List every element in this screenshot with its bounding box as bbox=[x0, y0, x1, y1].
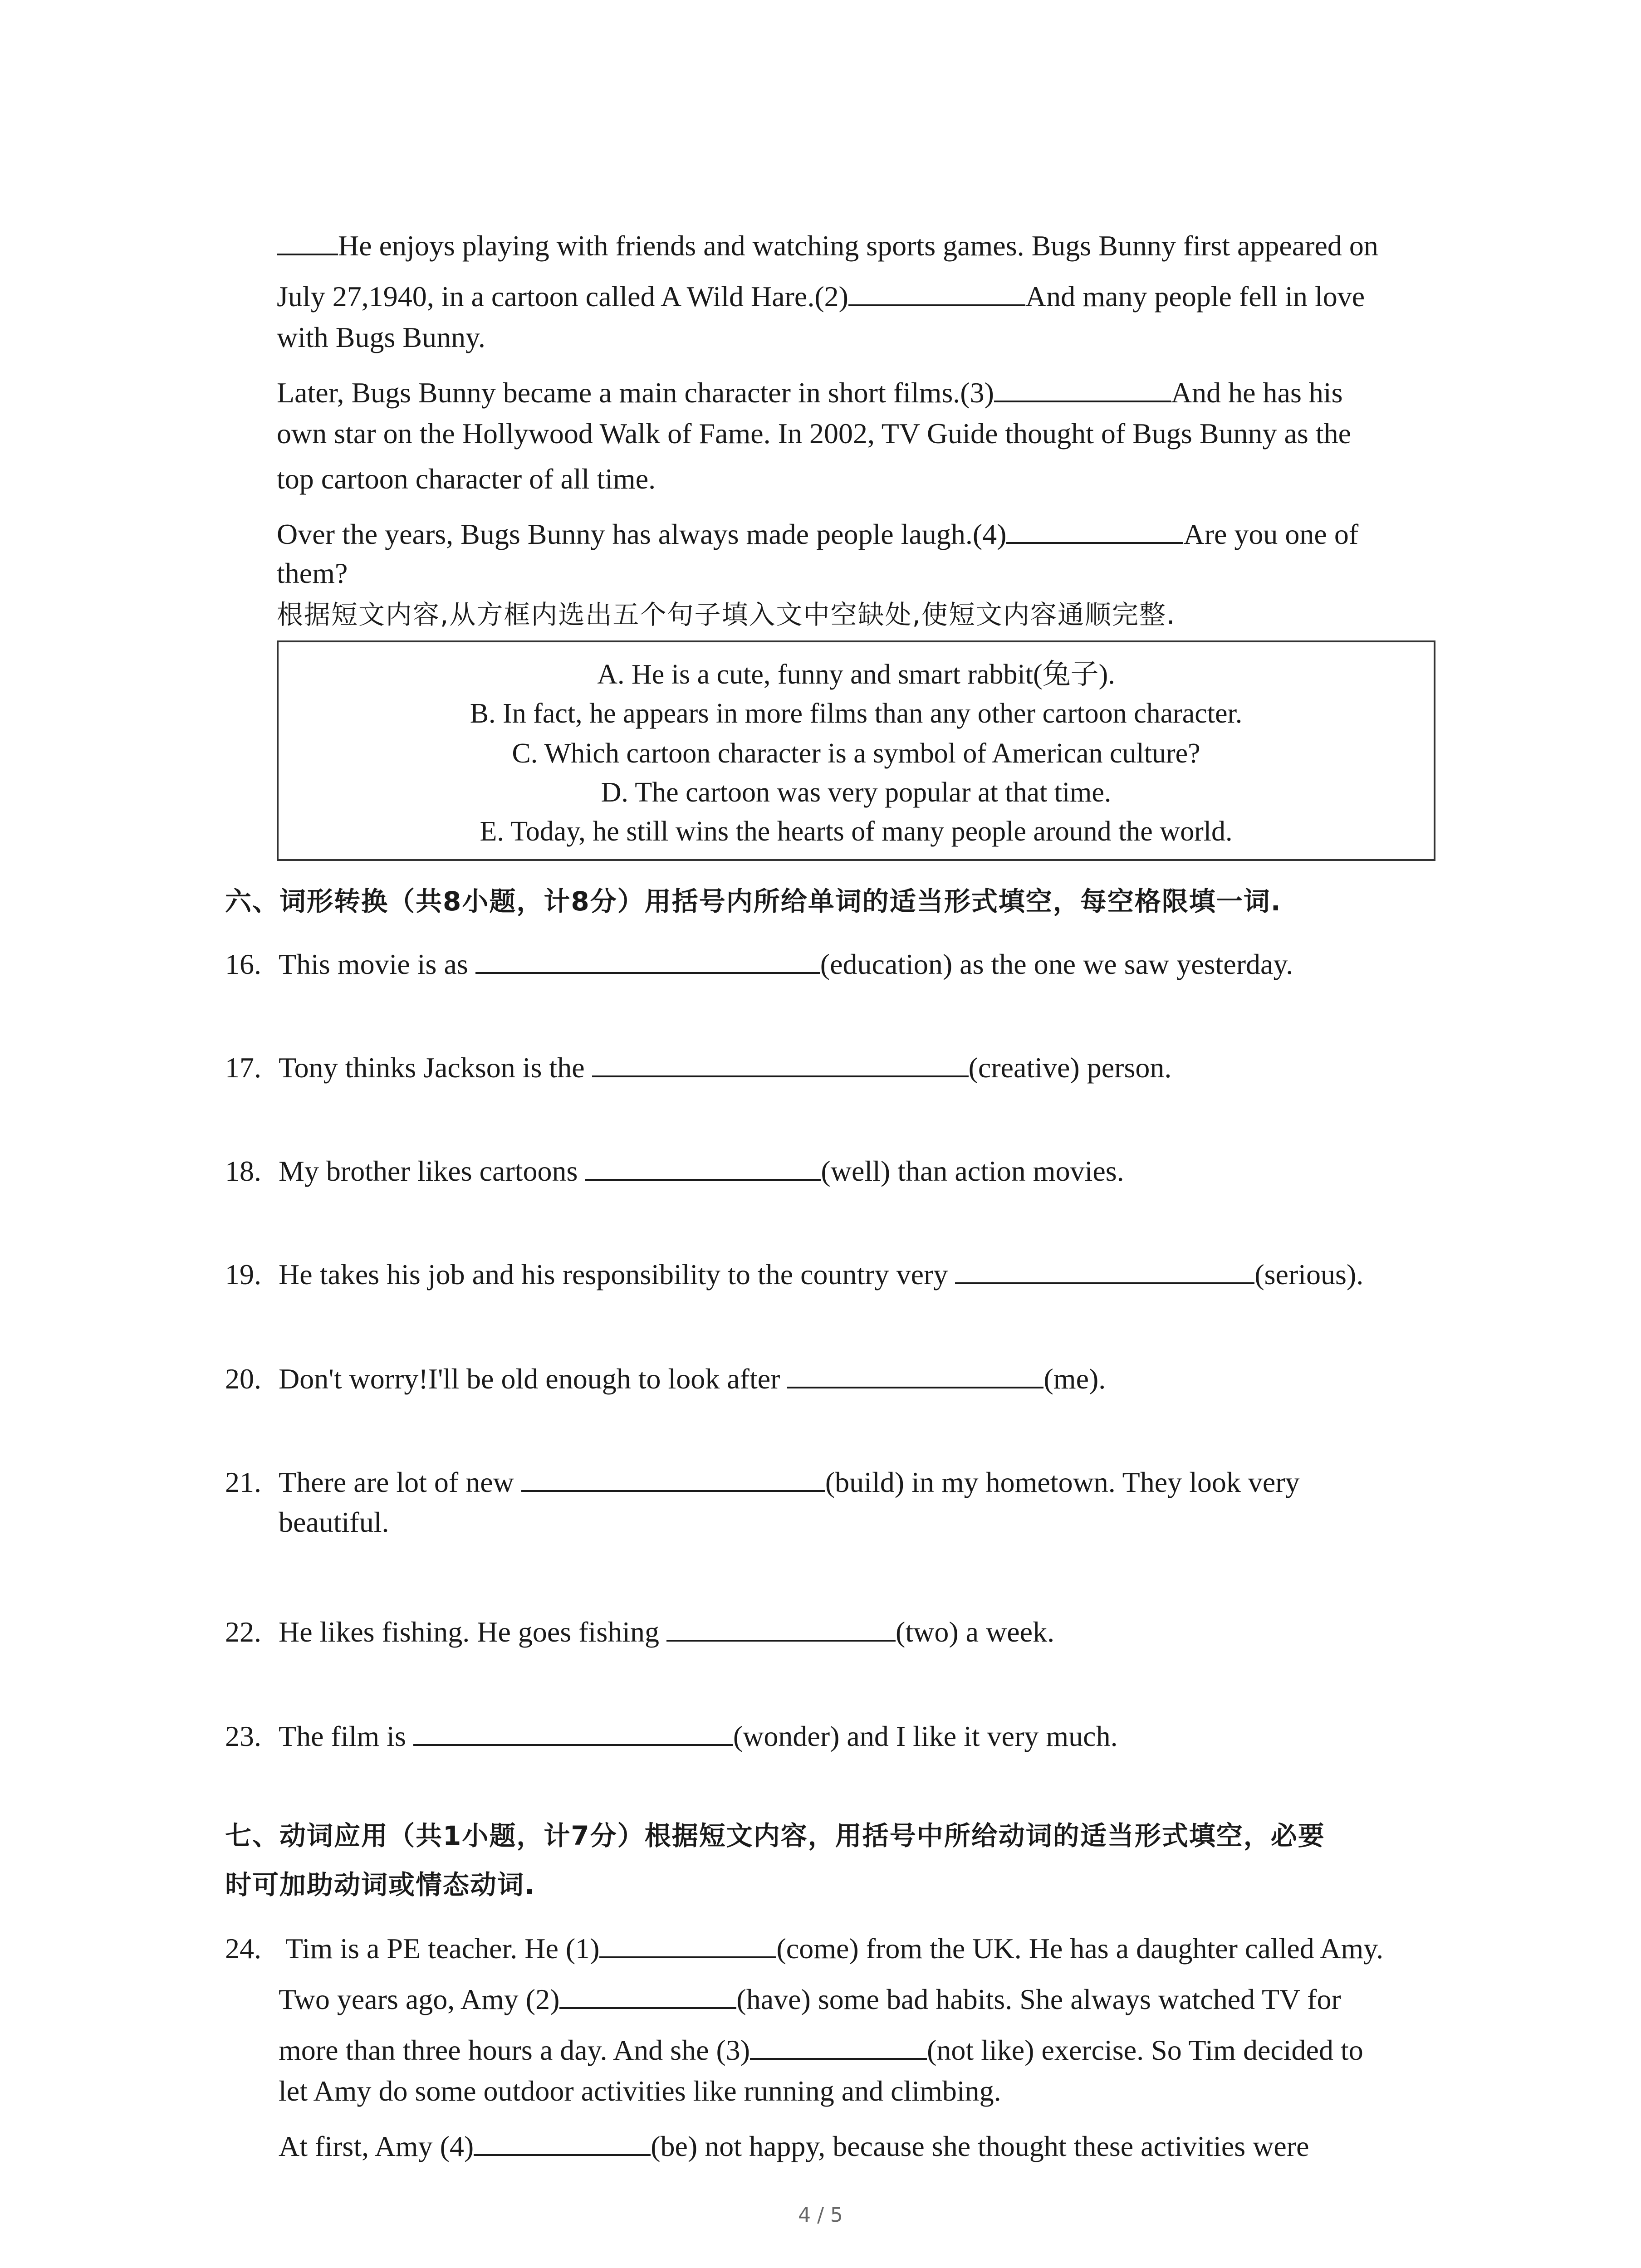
option-a: A. He is a cute, funny and smart rabbit(兔子). bbox=[597, 659, 1115, 690]
option-d: D. The cartoon was very popular at that time. bbox=[601, 777, 1112, 808]
question-23: 23. The film is (wonder) and I like it very much. bbox=[225, 1716, 1118, 1751]
question-number: 20. bbox=[225, 1362, 261, 1395]
answer-blank-20[interactable] bbox=[787, 1359, 1043, 1388]
option-b: B. In fact, he appears in more films than any other cartoon character. bbox=[470, 698, 1243, 729]
question-24-line-1: 24. Tim is a PE teacher. He (1) (come) from the UK. He has a daughter called Amy. bbox=[225, 1929, 1383, 1963]
section-6-heading: 六、词形转换（共8小题，计8分）用括号内所给单词的适当形式填空，每空格限填一词. bbox=[225, 886, 1282, 917]
answer-blank-3[interactable] bbox=[994, 373, 1171, 402]
passage-line-7: Over the years, Bugs Bunny has always made people laugh.(4) Are you one of bbox=[277, 514, 1358, 549]
answer-blank-16[interactable] bbox=[475, 944, 820, 974]
passage-line-4: Later, Bugs Bunny became a main character in short films.(3) And he has his bbox=[277, 373, 1343, 407]
answer-blank-18[interactable] bbox=[585, 1151, 821, 1181]
question-24-line-2: Two years ago, Amy (2) (have) some bad habits. She always watched TV for bbox=[279, 1980, 1341, 2014]
question-24-line-3: more than three hours a day. And she (3) (not like) exercise. So Tim decided to bbox=[279, 2030, 1363, 2065]
question-21: 21. There are lot of new (build) in my hometown. They look very bbox=[225, 1462, 1300, 1497]
page-number: 4 / 5 bbox=[798, 2204, 843, 2227]
question-number: 24. bbox=[225, 1932, 261, 1965]
answer-blank-22[interactable] bbox=[666, 1612, 896, 1642]
passage-line-5: own star on the Hollywood Walk of Fame. In 2002, TV Guide thought of Bugs Bunny as the bbox=[277, 417, 1351, 450]
question-number: 17. bbox=[225, 1051, 261, 1084]
passage-line-1: He enjoys playing with friends and watching sports games. Bugs Bunny first appeared on bbox=[277, 226, 1378, 260]
answer-blank-24-4[interactable] bbox=[474, 2126, 651, 2156]
question-number: 22. bbox=[225, 1615, 261, 1648]
answer-blank-4[interactable] bbox=[1006, 514, 1183, 544]
option-c: C. Which cartoon character is a symbol of American culture? bbox=[512, 738, 1200, 769]
passage-line-3: with Bugs Bunny. bbox=[277, 321, 485, 353]
passage-line-6: top cartoon character of all time. bbox=[277, 463, 656, 495]
question-24-line-4: let Amy do some outdoor activities like running and climbing. bbox=[279, 2075, 1001, 2107]
answer-blank-23[interactable] bbox=[413, 1716, 733, 1746]
section-7-heading-line-1: 七、动词应用（共1小题，计7分）根据短文内容，用括号中所给动词的适当形式填空，必要 bbox=[225, 1820, 1325, 1851]
answer-blank-1[interactable] bbox=[277, 226, 338, 255]
question-24-line-5: At first, Amy (4) (be) not happy, because she thought these activities were bbox=[279, 2126, 1309, 2161]
answer-blank-21[interactable] bbox=[521, 1462, 825, 1492]
question-17: 17. Tony thinks Jackson is the (creative) person. bbox=[225, 1048, 1171, 1082]
passage-line-8: them? bbox=[277, 557, 348, 589]
options-box bbox=[277, 640, 1435, 861]
question-number: 19. bbox=[225, 1258, 261, 1290]
question-number: 23. bbox=[225, 1720, 261, 1752]
option-e: E. Today, he still wins the hearts of many people around the world. bbox=[480, 816, 1233, 847]
question-16: 16. This movie is as (education) as the one we saw yesterday. bbox=[225, 944, 1293, 979]
answer-blank-17[interactable] bbox=[592, 1048, 969, 1077]
question-number: 16. bbox=[225, 948, 261, 980]
question-19: 19. He takes his job and his responsibility to the country very (serious). bbox=[225, 1255, 1363, 1289]
question-number: 21. bbox=[225, 1466, 261, 1498]
question-20: 20. Don't worry!I'll be old enough to look after (me). bbox=[225, 1359, 1106, 1393]
question-number: 18. bbox=[225, 1154, 261, 1187]
answer-blank-19[interactable] bbox=[955, 1255, 1254, 1284]
section-7-heading-line-2: 时可加助动词或情态动词. bbox=[225, 1869, 536, 1900]
question-18: 18. My brother likes cartoons (well) than action movies. bbox=[225, 1151, 1124, 1186]
answer-blank-2[interactable] bbox=[848, 277, 1025, 306]
passage-line-2: July 27,1940, in a cartoon called A Wild Hare.(2) And many people fell in love bbox=[277, 277, 1365, 311]
passage-instruction: 根据短文内容,从方框内选出五个句子填入文中空缺处,使短文内容通顺完整. bbox=[277, 599, 1176, 630]
answer-blank-24-3[interactable] bbox=[750, 2030, 927, 2060]
answer-blank-24-2[interactable] bbox=[559, 1980, 736, 2009]
question-21-continuation: beautiful. bbox=[279, 1506, 389, 1538]
question-22: 22. He likes fishing. He goes fishing (two) a week. bbox=[225, 1612, 1054, 1647]
answer-blank-24-1[interactable] bbox=[599, 1929, 776, 1958]
